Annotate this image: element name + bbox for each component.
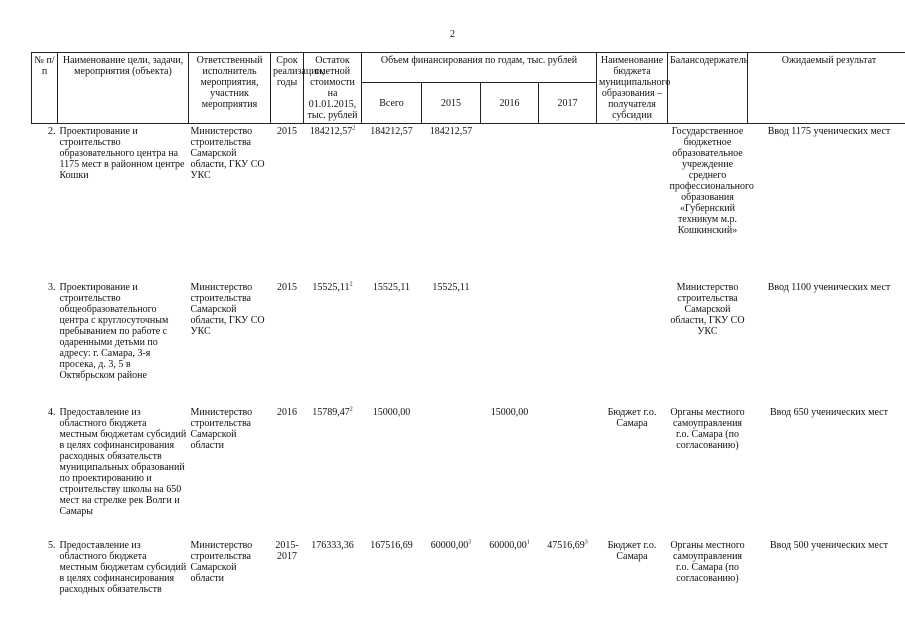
row-year-2015 (422, 536, 481, 611)
row-result: Ввод 1100 ученических мест (767, 282, 891, 293)
header-year-2017: 2017 (539, 83, 597, 124)
row-num: 3. (48, 282, 56, 293)
header-executor: Ответственный исполнитель мероприятия, участник мероприятия (189, 53, 271, 124)
row-total: 184212,57 (370, 126, 413, 137)
table-row (32, 278, 905, 401)
row-name: Проектирование и строительство образовательного центра на 1175 мест в районном центре Кошки (59, 126, 185, 181)
row-year-2017 (539, 278, 597, 401)
table-row (32, 536, 905, 611)
row-name: Проектирование и строительство общеобразовательного центра с круглосуточным пребыванием по работе с одаренными детьми по адресу: г. Самара, 3-я просека, д. 3, 5 в Октябрьском районе (59, 282, 169, 381)
row-year-2016 (481, 124, 539, 279)
row-term: 2016 (277, 407, 297, 418)
header-term: Срок реализации, годы (271, 53, 304, 124)
row-year-2017 (539, 401, 597, 536)
row-year-2017 (539, 536, 597, 611)
row-executor: Министерство строительства Самарской области (190, 540, 253, 584)
row-balance (304, 536, 362, 611)
row-year-2016-value: 60000,00 (489, 540, 527, 551)
row-result: Ввод 500 ученических мест (770, 540, 888, 551)
row-balance-footnote: 2 (349, 281, 353, 288)
row-num: 5. (48, 540, 56, 551)
row-budget (597, 124, 668, 279)
table-row (32, 401, 905, 536)
row-balance (304, 278, 362, 401)
row-name: Предоставление из областного бюджета местным бюджетам субсидий в целях софинансирования расходных обязательств муниципальных образований по проектированию и строительству школы на 650 мест на стрелке рек Волги и Самары (59, 407, 187, 517)
row-year-2015 (422, 401, 481, 536)
row-year-2017-footnote: 3 (584, 539, 588, 546)
row-year-2017-value: 47516,69 (547, 540, 585, 551)
header-total: Всего (362, 83, 422, 124)
row-holder: Министерство строительства Самарской области, ГКУ СО УКС (670, 282, 745, 337)
row-result: Ввод 1175 ученических мест (767, 126, 891, 137)
row-balance-value: 176333,36 (311, 540, 354, 551)
row-total: 15525,11 (372, 282, 411, 293)
row-year-2016 (481, 401, 539, 536)
header-name: Наименование цели, задачи, мероприятия (объекта) (58, 53, 189, 124)
row-term: 2015 (277, 126, 297, 137)
header-result: Ожидаемый результат (748, 53, 905, 124)
row-year-2015-value: 15525,11 (432, 282, 470, 293)
header-year-2015: 2015 (422, 83, 481, 124)
page-number: 2 (450, 29, 455, 40)
row-total: 15000,00 (372, 407, 411, 418)
row-balance (304, 401, 362, 536)
row-year-2015-value: 60000,00 (430, 540, 469, 551)
row-holder: Государственное бюджетное образовательное учреждение среднего профессионального образования «Губернский техникум м.р. Кошкинский» (669, 126, 754, 236)
row-balance-value: 15525,11 (312, 282, 350, 293)
row-executor: Министерство строительства Самарской области, ГКУ СО УКС (190, 126, 265, 181)
row-year-2016-footnote: 1 (526, 539, 530, 546)
header-holder: Балансодержатель (668, 53, 748, 124)
financing-table (31, 52, 905, 611)
row-executor: Министерство строительства Самарской области (190, 407, 253, 451)
table-body (32, 124, 905, 612)
table-header (32, 53, 905, 124)
row-num: 2. (48, 126, 56, 137)
row-result: Ввод 650 ученических мест (770, 407, 888, 418)
row-year-2015-value: 184212,57 (429, 126, 473, 137)
row-balance-footnote: 2 (352, 125, 356, 132)
table-row (32, 124, 905, 279)
row-balance (304, 124, 362, 279)
row-executor: Министерство строительства Самарской области, ГКУ СО УКС (190, 282, 265, 337)
row-num: 4. (48, 407, 56, 418)
header-balance: Остаток сметной стоимости на 01.01.2015, тыс. рублей (304, 53, 362, 124)
header-year-2016: 2016 (481, 83, 539, 124)
row-year-2015 (422, 124, 481, 279)
row-name: Предоставление из областного бюджета местным бюджетам субсидий в целях софинансирования расходных обязательств (59, 540, 187, 595)
row-year-2015-footnote: 3 (468, 539, 472, 546)
row-year-2016 (481, 278, 539, 401)
header-num: № п/п (32, 53, 58, 124)
row-term: 2015-2017 (275, 540, 299, 562)
row-term: 2015 (277, 282, 297, 293)
row-year-2017 (539, 124, 597, 279)
row-balance-value: 184212,57 (309, 126, 353, 137)
header-budget: Наименование бюджета муниципального образования – получателя субсидии (597, 53, 668, 124)
row-year-2015 (422, 278, 481, 401)
row-holder: Органы местного самоуправления г.о. Самара (по согласованию) (670, 407, 745, 451)
row-budget (597, 278, 668, 401)
row-balance-footnote: 2 (349, 406, 353, 413)
row-balance-value: 15789,47 (312, 407, 350, 418)
row-year-2016-value: 15000,00 (490, 407, 529, 418)
row-budget: Бюджет г.о. Самара (607, 540, 657, 562)
row-holder: Органы местного самоуправления г.о. Самара (по согласованию) (670, 540, 745, 584)
row-budget: Бюджет г.о. Самара (607, 407, 657, 429)
row-year-2016 (481, 536, 539, 611)
row-total: 167516,69 (370, 540, 413, 551)
header-financing: Объем финансирования по годам, тыс. рублей (362, 53, 597, 83)
